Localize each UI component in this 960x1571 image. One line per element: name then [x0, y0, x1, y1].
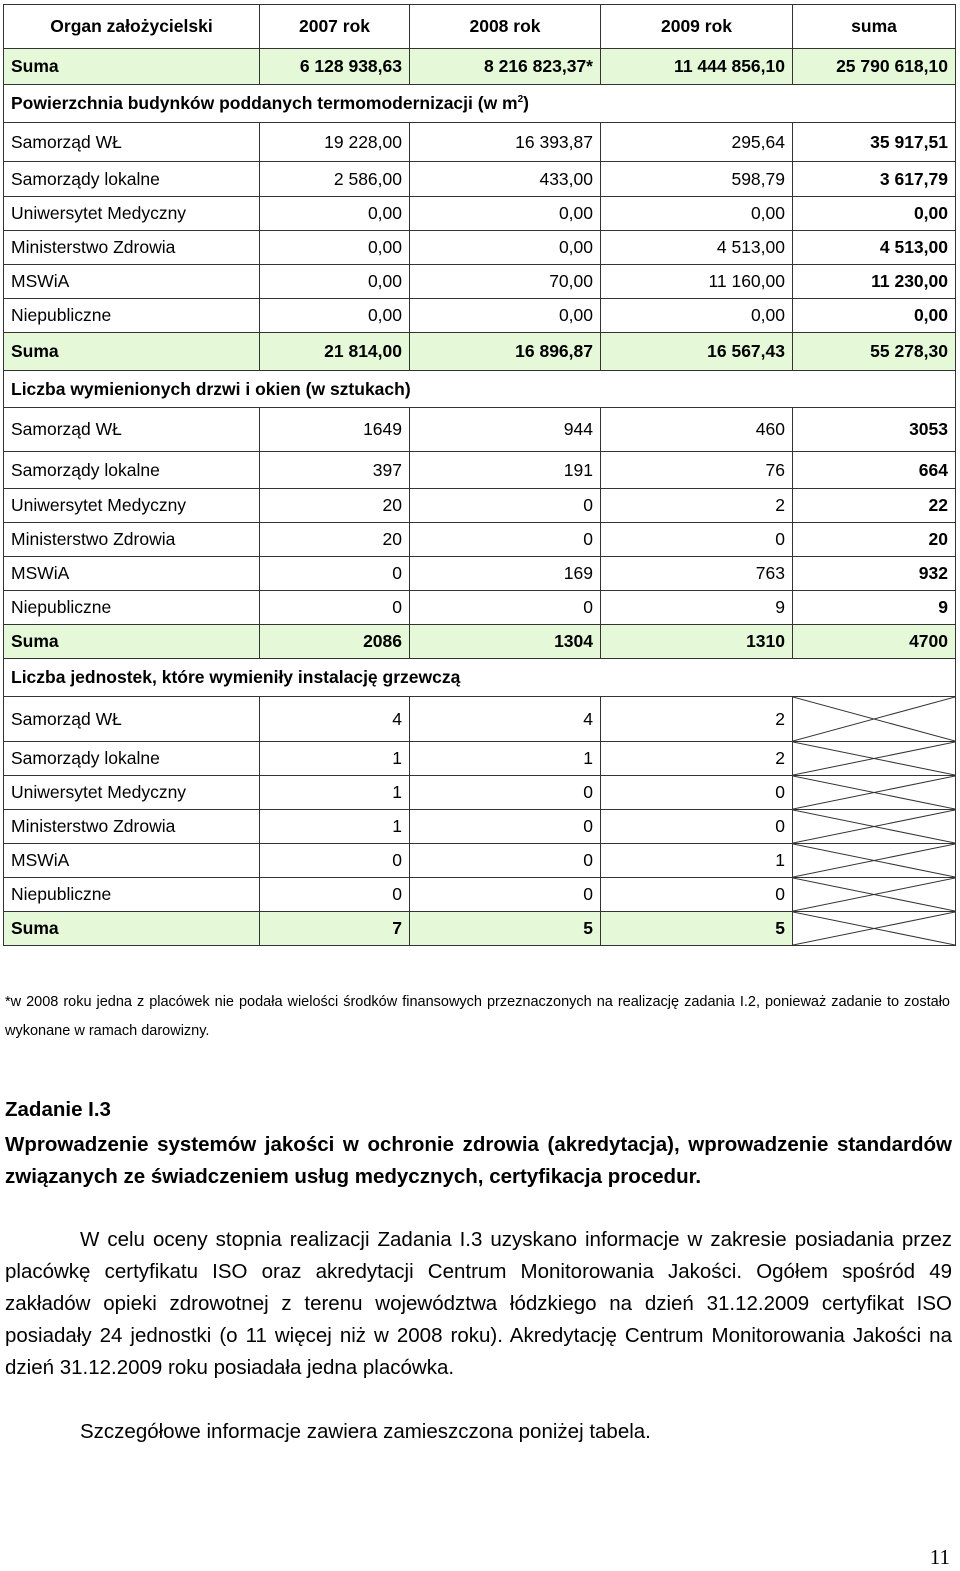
empty-cross-cell	[793, 776, 956, 810]
body-paragraph	[5, 1224, 952, 1384]
table-cell: 0	[260, 557, 410, 591]
table-cell: 0	[601, 776, 793, 810]
table-row	[4, 123, 956, 162]
sum-cell: Suma	[4, 912, 260, 946]
sum-cell: Suma	[4, 49, 260, 85]
table-cell: 0	[410, 776, 601, 810]
table-cell: Ministerstwo Zdrowia	[4, 523, 260, 557]
table-row	[4, 878, 956, 912]
table-cell: 1	[601, 844, 793, 878]
sum-cell: 25 790 618,10	[793, 49, 956, 85]
table-cell: 0,00	[260, 197, 410, 231]
table-cell: 0	[601, 878, 793, 912]
section-title-text: Powierzchnia budynków poddanych termomodernizacji (w m	[11, 93, 518, 113]
empty-cross-cell	[793, 810, 956, 844]
superscript: 2	[517, 94, 524, 106]
table-row	[4, 557, 956, 591]
table-cell: Ministerstwo Zdrowia	[4, 810, 260, 844]
table-cell: 0	[410, 878, 601, 912]
section-subtitle: Wprowadzenie systemów jakości w ochronie zdrowia (akredytacja), wprowadzenie standardów związanych ze świadczeniem usług medycznych, certyfikacja procedur.	[5, 1133, 952, 1188]
table-cell: 9	[601, 591, 793, 625]
table-cell: 0	[601, 523, 793, 557]
table-cell: 397	[260, 452, 410, 489]
sum-cell: 55 278,30	[793, 333, 956, 371]
sum-cell: 6 128 938,63	[260, 49, 410, 85]
header-cell: 2009 rok	[601, 5, 793, 49]
table-cell: 0,00	[410, 231, 601, 265]
section-title-cell	[4, 85, 956, 123]
table-cell: 3053	[793, 408, 956, 452]
section-title-row	[4, 371, 956, 408]
table-cell: 4 513,00	[601, 231, 793, 265]
table-cell: 0,00	[793, 197, 956, 231]
table-row	[4, 489, 956, 523]
header-cell: 2007 rok	[260, 5, 410, 49]
data-table	[3, 4, 956, 946]
table-cell: Samorząd WŁ	[4, 697, 260, 742]
table-cell: 0	[260, 591, 410, 625]
table-cell: 0	[601, 810, 793, 844]
sum-cell: 16 896,87	[410, 333, 601, 371]
table-cell: Samorządy lokalne	[4, 162, 260, 197]
table-cell: 932	[793, 557, 956, 591]
table-cell: 11 160,00	[601, 265, 793, 299]
table-header-row	[4, 5, 956, 49]
table-cell: 2 586,00	[260, 162, 410, 197]
table-cell: 460	[601, 408, 793, 452]
table-cell: 664	[793, 452, 956, 489]
table-cell: 0	[410, 844, 601, 878]
sum-cell: 16 567,43	[601, 333, 793, 371]
table-cell: 0,00	[410, 299, 601, 333]
table-cell: 4	[260, 697, 410, 742]
table-cell: 0	[410, 489, 601, 523]
table-cell: 598,79	[601, 162, 793, 197]
section-title: Zadanie I.3	[5, 1098, 111, 1121]
table-cell: 4	[410, 697, 601, 742]
table-cell: 20	[260, 489, 410, 523]
table-row	[4, 810, 956, 844]
table-cell: Niepubliczne	[4, 299, 260, 333]
table-cell: Samorząd WŁ	[4, 408, 260, 452]
section-title-row	[4, 85, 956, 123]
table-cell: 0,00	[410, 197, 601, 231]
header-cell: suma	[793, 5, 956, 49]
table-row	[4, 844, 956, 878]
table-row	[4, 452, 956, 489]
table-cell: MSWiA	[4, 265, 260, 299]
table-row	[4, 231, 956, 265]
table-cell: 433,00	[410, 162, 601, 197]
table-cell: 9	[793, 591, 956, 625]
sum-cell: Suma	[4, 333, 260, 371]
sum-cell: 5	[410, 912, 601, 946]
table-cell: 11 230,00	[793, 265, 956, 299]
table-cell: 1	[260, 810, 410, 844]
table-cell: 169	[410, 557, 601, 591]
table-cell: 0	[410, 523, 601, 557]
table-row	[4, 697, 956, 742]
table-cell: 191	[410, 452, 601, 489]
table-cell: 0	[410, 591, 601, 625]
sum-cell: 1310	[601, 625, 793, 659]
table-cell: 20	[260, 523, 410, 557]
table-cell: MSWiA	[4, 844, 260, 878]
table-cell: Niepubliczne	[4, 878, 260, 912]
table-cell: 19 228,00	[260, 123, 410, 162]
data-table-body	[4, 5, 956, 946]
table-cell: 20	[793, 523, 956, 557]
sum-cell: 4700	[793, 625, 956, 659]
table-cell: 763	[601, 557, 793, 591]
empty-cross-cell	[793, 912, 956, 946]
sum-row	[4, 625, 956, 659]
table-cell: 0	[260, 844, 410, 878]
empty-cross-cell	[793, 844, 956, 878]
sum-cell: 2086	[260, 625, 410, 659]
table-cell: 0,00	[260, 299, 410, 333]
table-cell: Niepubliczne	[4, 591, 260, 625]
sum-cell: Suma	[4, 625, 260, 659]
table-cell: 70,00	[410, 265, 601, 299]
table-cell: 76	[601, 452, 793, 489]
table-row	[4, 742, 956, 776]
body-paragraph-text: W celu oceny stopnia realizacji Zadania I.3 uzyskano informacje w zakresie posiadania przez placówkę certyfikatu ISO oraz akredytacji Centrum Monitorowania Jakości. Ogółem spośród 49 zakładów opieki zdrowotnej z terenu województwa łódzkiego na dzień 31.12.2009 certyfikat ISO posiadały 24 jednostki (o 11 więcej niż w 2008 roku). Akredytację Centrum Monitorowania Jakości na dzień 31.12.2009 roku posiadała jedna placówka.	[5, 1228, 952, 1379]
section-title-end: )	[523, 93, 529, 113]
sum-cell: 21 814,00	[260, 333, 410, 371]
table-cell: 16 393,87	[410, 123, 601, 162]
table-cell: 0,00	[793, 299, 956, 333]
table-row	[4, 162, 956, 197]
table-cell: 3 617,79	[793, 162, 956, 197]
header-cell: 2008 rok	[410, 5, 601, 49]
table-cell: 0,00	[260, 231, 410, 265]
header-cell: Organ założycielski	[4, 5, 260, 49]
table-row	[4, 265, 956, 299]
table-cell: 22	[793, 489, 956, 523]
table-cell: 0	[410, 810, 601, 844]
table-row	[4, 299, 956, 333]
table-cell: 35 917,51	[793, 123, 956, 162]
sum-row	[4, 333, 956, 371]
table-cell: 2	[601, 489, 793, 523]
table-cell: Uniwersytet Medyczny	[4, 776, 260, 810]
empty-cross-cell	[793, 742, 956, 776]
sum-cell: 1304	[410, 625, 601, 659]
sum-cell: 7	[260, 912, 410, 946]
table-row	[4, 408, 956, 452]
table-cell: MSWiA	[4, 557, 260, 591]
table-cell: Uniwersytet Medyczny	[4, 489, 260, 523]
table-cell: 2	[601, 742, 793, 776]
table-cell: 944	[410, 408, 601, 452]
table-row	[4, 523, 956, 557]
table-cell: 4 513,00	[793, 231, 956, 265]
sum-row	[4, 49, 956, 85]
table-cell: 0,00	[601, 197, 793, 231]
table-cell: 2	[601, 697, 793, 742]
sum-cell: 5	[601, 912, 793, 946]
table-cell: Ministerstwo Zdrowia	[4, 231, 260, 265]
section-title-cell: Liczba wymienionych drzwi i okien (w sztukach)	[4, 371, 956, 408]
empty-cross-cell	[793, 878, 956, 912]
table-row	[4, 197, 956, 231]
table-cell: Samorząd WŁ	[4, 123, 260, 162]
sum-cell: 8 216 823,37*	[410, 49, 601, 85]
section-title-row	[4, 659, 956, 697]
table-row	[4, 776, 956, 810]
table-cell: 1	[260, 742, 410, 776]
table-cell: 0,00	[601, 299, 793, 333]
empty-cross-cell	[793, 697, 956, 742]
page-number: 11	[929, 1545, 950, 1569]
table-cell: 0,00	[260, 265, 410, 299]
table-cell: 1	[260, 776, 410, 810]
body-paragraph-2: Szczegółowe informacje zawiera zamieszczona poniżej tabela.	[80, 1420, 651, 1443]
table-cell: 295,64	[601, 123, 793, 162]
sum-cell: 11 444 856,10	[601, 49, 793, 85]
section-title-cell: Liczba jednostek, które wymieniły instalację grzewczą	[4, 659, 956, 697]
sum-row	[4, 912, 956, 946]
table-row	[4, 591, 956, 625]
table-cell: 1	[410, 742, 601, 776]
table-cell: 1649	[260, 408, 410, 452]
table-cell: Samorządy lokalne	[4, 742, 260, 776]
table-cell: 0	[260, 878, 410, 912]
footnote: *w 2008 roku jedna z placówek nie podała wielości środków finansowych przeznaczonych na realizację zadania I.2, ponieważ zadanie to zostało wykonane w ramach darowizny.	[5, 994, 950, 1039]
table-cell: Samorządy lokalne	[4, 452, 260, 489]
table-cell: Uniwersytet Medyczny	[4, 197, 260, 231]
